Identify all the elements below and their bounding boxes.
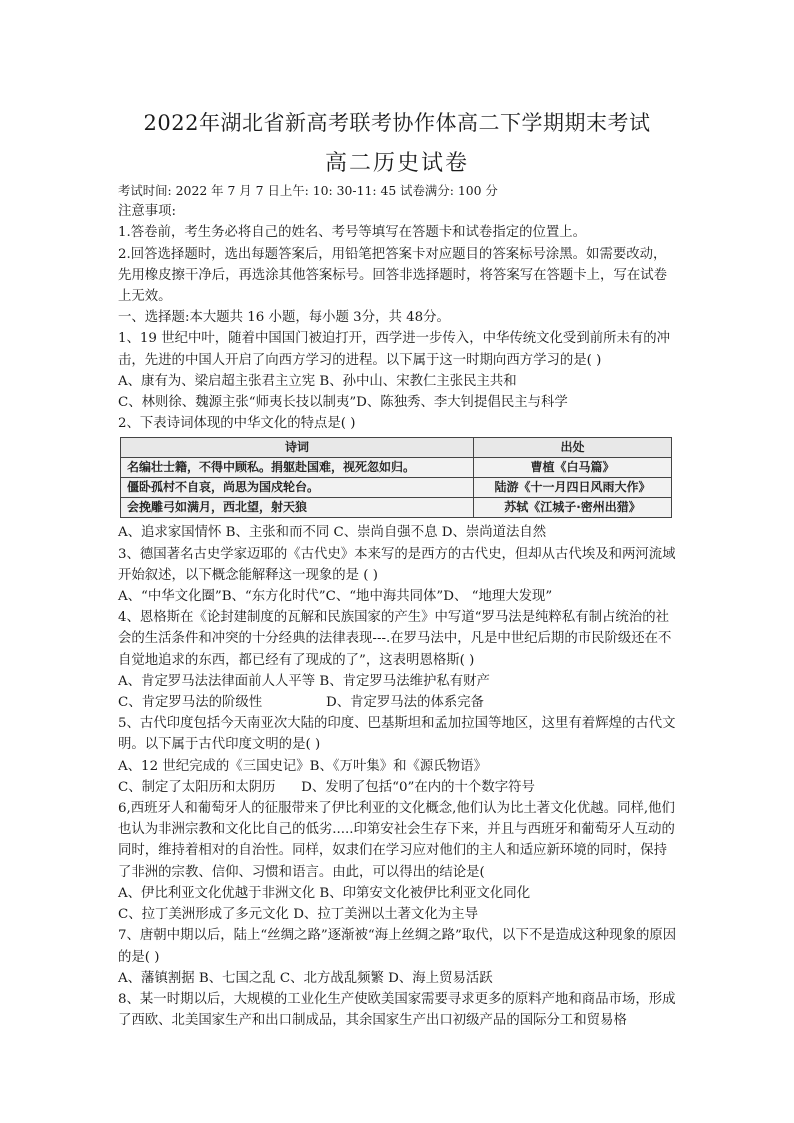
table-cell-poem: 僵卧孤村不自哀，尚思为国戍轮台。 xyxy=(121,478,474,498)
question-2-options: A、追求家国情怀 B、主张和而不同 C、崇尚自强不息 D、崇尚道法自然 xyxy=(118,525,547,541)
table-header-row xyxy=(121,438,672,458)
poetry-table xyxy=(120,437,672,518)
table-cell-source: 苏轼《江城子·密州出猎》 xyxy=(474,498,672,518)
question-1-options-cd: C、林则徐、魏源主张“师夷长技以制夷”D、陈独秀、李大钊提倡民主与科学 xyxy=(118,395,568,411)
question-6-options-cd: C、拉丁美洲形成了多元文化 D、拉丁美洲以土著文化为主导 xyxy=(118,907,479,923)
table-row xyxy=(121,498,672,518)
question-5-stem: 5、古代印度包括今天南亚次大陆的印度、巴基斯坦和孟加拉国等地区，这里有着辉煌的古代文明。以下属于古代印度文明的是( ) xyxy=(118,716,676,753)
question-2-stem: 2、下表诗词体现的中华文化的特点是( ) xyxy=(118,416,356,432)
notice-1: 1.答卷前，考生务必将自己的姓名、考号等填写在答题卡和试卷指定的位置上。 xyxy=(118,225,587,241)
question-6-options-ab: A、伊比利亚文化优越于非洲文化 B、印第安文化被伊比利亚文化同化 xyxy=(118,885,531,901)
question-3-options: A、“中华文化圈”B、“东方化时代”C、“地中海共同体”D、 “地理大发现” xyxy=(118,589,553,605)
table-cell-poem: 会挽雕弓如满月，西北望，射天狼 xyxy=(121,498,474,518)
question-4-stem: 4、恩格斯在《论封建制度的瓦解和民族国家的产生》中写道“罗马法是纯粹私有制占统治的社会的生活条件和冲突的十分经典的法律表现---.在罗马法中，凡是中世纪后期的市民阶级还在不自觉地追求的东西，都已经有了现成的了”，这表明恩格斯( ) xyxy=(118,610,672,668)
table-row xyxy=(121,478,672,498)
notice-heading: 注意事项: xyxy=(118,204,177,220)
table-cell-source: 陆游《十一月四日风雨大作》 xyxy=(474,478,672,498)
exam-title: 2022年湖北省新高考联考协作体高二下学期期末考试 xyxy=(143,111,651,135)
table-row xyxy=(121,458,672,478)
section-heading: 一、选择题:本大题共 16 小题，每小题 3分，共 48分。 xyxy=(118,310,450,326)
question-7-options: A、藩镇割据 B、七国之乱 C、北方战乱频繁 D、海上贸易活跃 xyxy=(118,970,493,986)
question-3-stem: 3、德国著名古史学家迈耶的《古代史》本来写的是西方的古代史，但却从古代埃及和两河流域开始叙述，以下概念能解释这一现象的是 ( ) xyxy=(118,546,676,583)
question-7-stem: 7、唐朝中期以后，陆上“丝绸之路”逐渐被“海上丝绸之路”取代，以下不是造成这种现象的原因的是( ) xyxy=(118,928,677,965)
question-1-stem: 1、19 世纪中叶，随着中国国门被迫打开，西学进一步传入，中华传统文化受到前所未有的冲击，先进的中国人开启了向西方学习的进程。以下属于这一时期向西方学习的是( ) xyxy=(118,331,671,368)
question-1-options-ab: A、康有为、梁启超主张君主立宪 B、孙中山、宋教仁主张民主共和 xyxy=(118,373,517,389)
table-header-source: 出处 xyxy=(474,438,672,458)
question-5-options-ab: A、12 世纪完成的《三国史记》B、《万叶集》和《源氏物语》 xyxy=(118,758,487,774)
question-4-options-ab: A、肯定罗马法法律面前人人平等 B、肯定罗马法维护私有财产 xyxy=(118,673,490,689)
table-cell-poem: 名编壮士籍，不得中顾私。捐躯赴国难，视死忽如归。 xyxy=(121,458,474,478)
exam-body xyxy=(118,180,678,1031)
exam-subtitle: 高二历史试卷 xyxy=(324,151,469,176)
question-8-stem: 8、某一时期以后，大规模的工业化生产使欧美国家需要寻求更多的原料产地和商品市场，形成了西欧、北美国家生产和出口制成品，其余国家生产出口初级产品的国际分工和贸易格 xyxy=(118,991,676,1029)
table-cell-source: 曹植《白马篇》 xyxy=(474,458,672,478)
question-4-options-cd: C、肯定罗马法的阶级性 D、肯定罗马法的体系完备 xyxy=(118,695,485,711)
notice-2: 2.回答选择题时，选出每题答案后，用铅笔把答案卡对应题目的答案标号涂黑。如需要改动，先用橡皮擦干净后，再选涂其他答案标号。回答非选择题时，将答案写在答题卡上，写在试卷上无效。 xyxy=(118,246,668,305)
table-header-poem: 诗词 xyxy=(121,438,474,458)
question-6-stem: 6,西班牙人和葡萄牙人的征服带来了伊比利亚的文化概念,他们认为比土著文化优越。同样,他们也认为非洲宗教和文化比自己的低劣.....印第安社会生存下来，并且与西班牙和葡萄牙人互动的同时，维持着相对的自治性。同样，奴隶们在学习应对他们的主人和适应新环境的同时，保持了非洲的宗教、信仰、习惯和语言。由此，可以得出的结论是( xyxy=(118,801,675,880)
question-5-options-cd: C、制定了太阳历和太阴历 D、发明了包括“0”在内的十个数字符号 xyxy=(118,779,535,795)
exam-info: 考试时间: 2022 年 7 月 7 日上午: 10: 30-11: 45 试卷满分: 100 分 xyxy=(118,183,498,198)
